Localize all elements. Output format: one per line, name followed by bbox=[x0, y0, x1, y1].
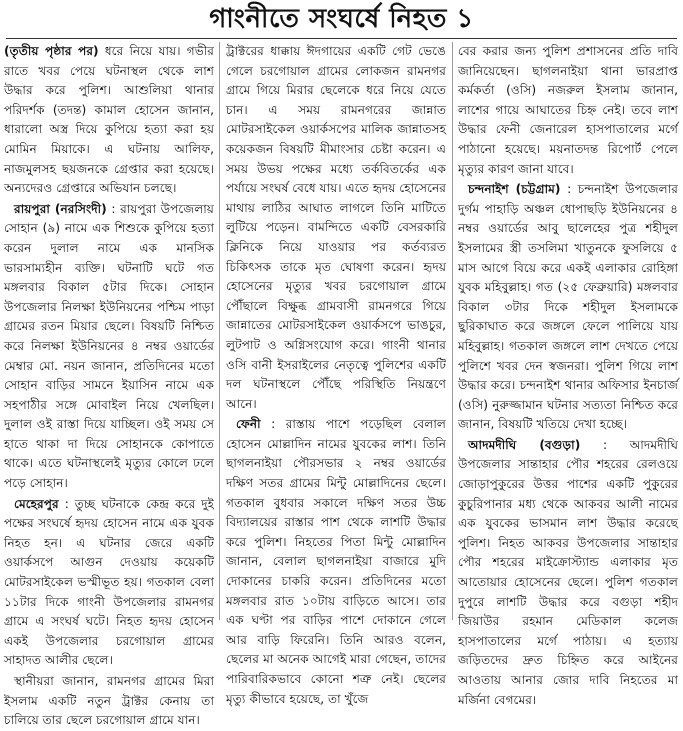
column-divider bbox=[219, 42, 220, 620]
body-text: : রাস্তায় পাশে পড়েছিল বেলাল হোসেন মোল্লাদিন নামের যুবকের লাশ। তিনি ছাগলনাইয়া পৌরসভার ২ নম্বর ওয়ার্ডের দক্ষিণ সতর গ্রামের মিন্টু মোল্লাদিনের ছেলে। গতকাল বুধবার সকালে দক্ষিণ সতর উচ্চ বিদ্যালয়ের রাস্তার পাশ থেকে লাশটি উদ্ধার করে পুলিশ। নিহতের পিতা মিন্টু মোল্লাদিন জানান, বেলাল ছাগলনাইয়া বাজারে মুদি দোকানের চাকরি করেন। প্রতিদিনের মতো মঙ্গলবার রাত ১০টায় বাড়িতে আসে। তার এক ঘণ্টা পর বাড়ির পাশে দোকানে গেলে আর বাড়ি ফিরেনি। তিনি আরও বলেন, ছেলের মা অনেক আগেই মারা গেছেন, তাদের পারিবারিকভাবে কোনো শত্রু নেই। ছেলের মৃত্যু কীভাবে হয়েছে, তা খুঁজে bbox=[226, 417, 447, 706]
dateline: রায়পুরা (নরসিংদী) bbox=[14, 201, 107, 216]
body-text: বের করার জন্য পুলিশ প্রশাসনের প্রতি দাবি জানিয়েছেন। ছাগলনাইয়া থানা ভারপ্রাপ্ত কর্মকর্তা (ওসি) নজরুল ইসলাম জানান, লাশের গায়ে আঘাতের চিহ্ন নেই। তবে লাশ উদ্ধার ফেনী জেনারেল হাসপাতালের মর্গে পাঠানো হয়েছে। ময়নাতদন্ত রিপোর্ট পেলে মৃত্যুর কারণ জানা যাবে। bbox=[458, 44, 678, 176]
paragraph bbox=[458, 436, 678, 710]
paragraph bbox=[458, 180, 678, 435]
dateline: চন্দনাইশ (চট্টগ্রাম) bbox=[468, 182, 561, 197]
body-text: স্থানীয়রা জানান, রামনগর গ্রামের মিরা ইসলাম একটি নতুন ট্রাক্টর কেনায় তা চালিয়ে তার ছেলে চরগোয়াল গ্রামে যান। bbox=[4, 674, 214, 728]
dateline: ফেনী bbox=[236, 417, 261, 432]
column-3 bbox=[458, 42, 678, 707]
body-text: : চন্দনাইশ উপজেলার দুর্গম পাহাড়ি অঞ্চল ধোপাছড়ি ইউনিয়নের ৪ নম্বর ওয়ার্ডের আবু ছালেহের পুত্র শহীদুল ইসলামের স্ত্রী তসলিমা খাতুনকে ফুসলিয়ে ৫ মাস আগে বিয়ে করে একই এলাকার রোহিঙ্গা যুবক মহিবুল্লাহ। গত (২৫ ফেব্রুয়ারি) মঙ্গলবার বিকাল ৩টার দিকে শহীদুল ইসলামকে ছুরিকাঘাত করে জঙ্গলে ফেলে পালিয়ে যায় মহিবুল্লাহ। গতকাল জঙ্গলে লাশ দেখতে পেয়ে পুলিশে খবর দেন স্বজনরা। পুলিশ গিয়ে লাশ উদ্ধার করে। চন্দনাইশ থানার অফিসার ইনচার্জ (ওসি) নুরুজ্জামান ঘটনার সত্যতা নিশ্চিত করে জানান, বিষয়টি খতিয়ে দেখা হচ্ছে। bbox=[458, 182, 678, 432]
column-2 bbox=[226, 42, 447, 706]
paragraph bbox=[458, 42, 678, 179]
paragraph bbox=[4, 200, 214, 494]
dateline: (তৃতীয় পৃষ্ঠার পর) bbox=[4, 44, 99, 58]
body-text: ট্রাক্টরের ধাক্কায় ঈদগায়ের একটি গেট ভেঙে গেলে চরগোয়াল গ্রামের লোকজন রামনগর গ্রামে গিয়ে মিরার ছেলেকে ধরে নিয়ে যেতে চান। এ সময় রামনগরের জান্নাত মোটরসাইকেল ওয়ার্কসপের মালিক জান্নাতসহ কয়েকজন বিষয়টি মীমাংসার চেষ্টা করেন। এ সময় উভয় পক্ষের মধ্যে তর্কবিতর্কের এক পর্যায়ে সংঘর্ষ বেধে যায়। এতে হৃদয় হোসেনের মাথায় লাঠির আঘাত লাগলে তিনি মাটিতে লুটিয়ে পড়েন। বামন্দিতে একটি বেসরকারি ক্লিনিকে নিয়ে যাওয়ার পর কর্তব্যরত চিকিৎসক তাকে মৃত ঘোষণা করেন। হৃদয় হোসেনের মৃত্যুর খবর চরগোয়াল গ্রামে পৌঁছালে বিক্ষুব্ধ গ্রামবাসী রামনগরে গিয়ে জান্নাতের মোটরসাইকেল ওয়ার্কসপে ভাঙচুর, লুটপাট ও অগ্নিসংযোগ করে। গাংনী থানার ওসি বানী ইসরাইলের নেতৃত্বে পুলিশের একটি দল ঘটনাস্থলে পৌঁছে পরিস্থিতি নিয়ন্ত্রণে আনে। bbox=[226, 44, 446, 411]
body-text: : রায়পুরা উপজেলায় সোহান (৯) নামে এক শিশুকে কুপিয়ে হত্যা করেন দুলাল নামে এক মানসিক ভারসাম্যহীন ব্যক্তি। ঘটনাটি ঘটে গত মঙ্গলবার বিকাল ৫টার দিকে। সোহান উপজেলার নিলক্ষা ইউনিয়নের পশ্চিম পাড়া গ্রামের রতন মিয়ার ছেলে। বিষয়টি নিশ্চিত করে নিলক্ষা ইউনিয়নের ৪ নম্বর ওয়ার্ডের মেম্বার মো. নয়ন জানান, প্রতিদিনের মতো সোহান বাড়ির সামনে ইয়াসিন নামে এক সহপাঠীর সঙ্গে মোবাইল নিয়ে খেলছিল। দুলাল ওই রাস্তা দিয়ে যাচ্ছিল। ওই সময় সে হাতে থাকা দা দিয়ে সোহানকে কোপাতে থাকে। এতে ঘটনাস্থলেই মৃত্যুর কোলে ঢলে পড়ে সোহান। bbox=[4, 201, 214, 491]
dateline: মেহেরপুর bbox=[14, 496, 59, 511]
column-1 bbox=[4, 42, 215, 728]
paragraph bbox=[226, 415, 446, 709]
body-text: ধরে নিয়ে যায়। গভীর রাতে খবর পেয়ে ঘটনাস্থল থেকে লাশ উদ্ধার করে পুলিশ। আশুলিয়া থানার পরিদর্শক (তদন্ত) কামাল হোসেন জানান, ধারালো অস্ত্র দিয়ে কুপিয়ে হত্যা করা হয় মোমিন মিয়াকে। এ ঘটনায় আলিফ, নাজমুলসহ ছয়জনকে গ্রেপ্তার করা হয়েছে। অন্যদেরও গ্রেপ্তারে অভিযান চলছে। bbox=[4, 44, 215, 196]
headline-rule bbox=[6, 38, 677, 39]
body-text: : আদমদীঘি উপজেলার সান্তাহার পৌর শহরের রেলওয়ে জোড়াপুকুরের উত্তর পাশের একটি পুকুরের কুচুরিপানার মধ্য থেকে আকবর আলী নামের এক যুবকের ভাসমান লাশ উদ্ধার করেছে পুলিশ। নিহত আকবর উপজেলার সান্তাহার পৌর শহরের মাইক্রোস্ট্যান্ড এলাকার মৃত আতোয়ার হোসেনের ছেলে। পুলিশ গতকাল দুপুরে লাশটি উদ্ধার করে বগুড়া শহীদ জিয়াউর রহমান মেডিকাল কলেজ হাসপাতালের মর্গে পাঠায়। এ হত্যায় জড়িতদের দ্রুত চিহ্নিত করে আইনের আওতায় আনার জোর দাবি নিহতের মা মর্জিনা বেগমের। bbox=[458, 437, 678, 707]
paragraph bbox=[4, 42, 214, 199]
body-text: : তুচ্ছ ঘটনাকে কেন্দ্র করে দুই পক্ষের সংঘর্ষে হৃদয় হোসেন নামে এক যুবক নিহত হন। এ ঘটনার জেরে একটি ওয়ার্কসপে আগুন দেওয়ায় কয়েকটি মোটরসাইকেল ভস্মীভূত হয়। গতকাল বেলা ১১টার দিকে গাংনী উপজেলার রামনগর গ্রামে এ সংঘর্ষ ঘটে। নিহত হৃদয় হোসেন একই উপজেলার চরগোয়াল গ্রামের সাহাদত আলীর ছেলে। bbox=[4, 496, 214, 668]
column-divider bbox=[452, 42, 453, 620]
dateline: আদমদীঘি (বগুড়া) bbox=[468, 437, 581, 452]
paragraph bbox=[226, 42, 446, 414]
headline: গাংনীতে সংঘর্ষে নিহত ১ bbox=[209, 4, 474, 34]
paragraph bbox=[4, 495, 214, 671]
paragraph bbox=[4, 672, 214, 731]
